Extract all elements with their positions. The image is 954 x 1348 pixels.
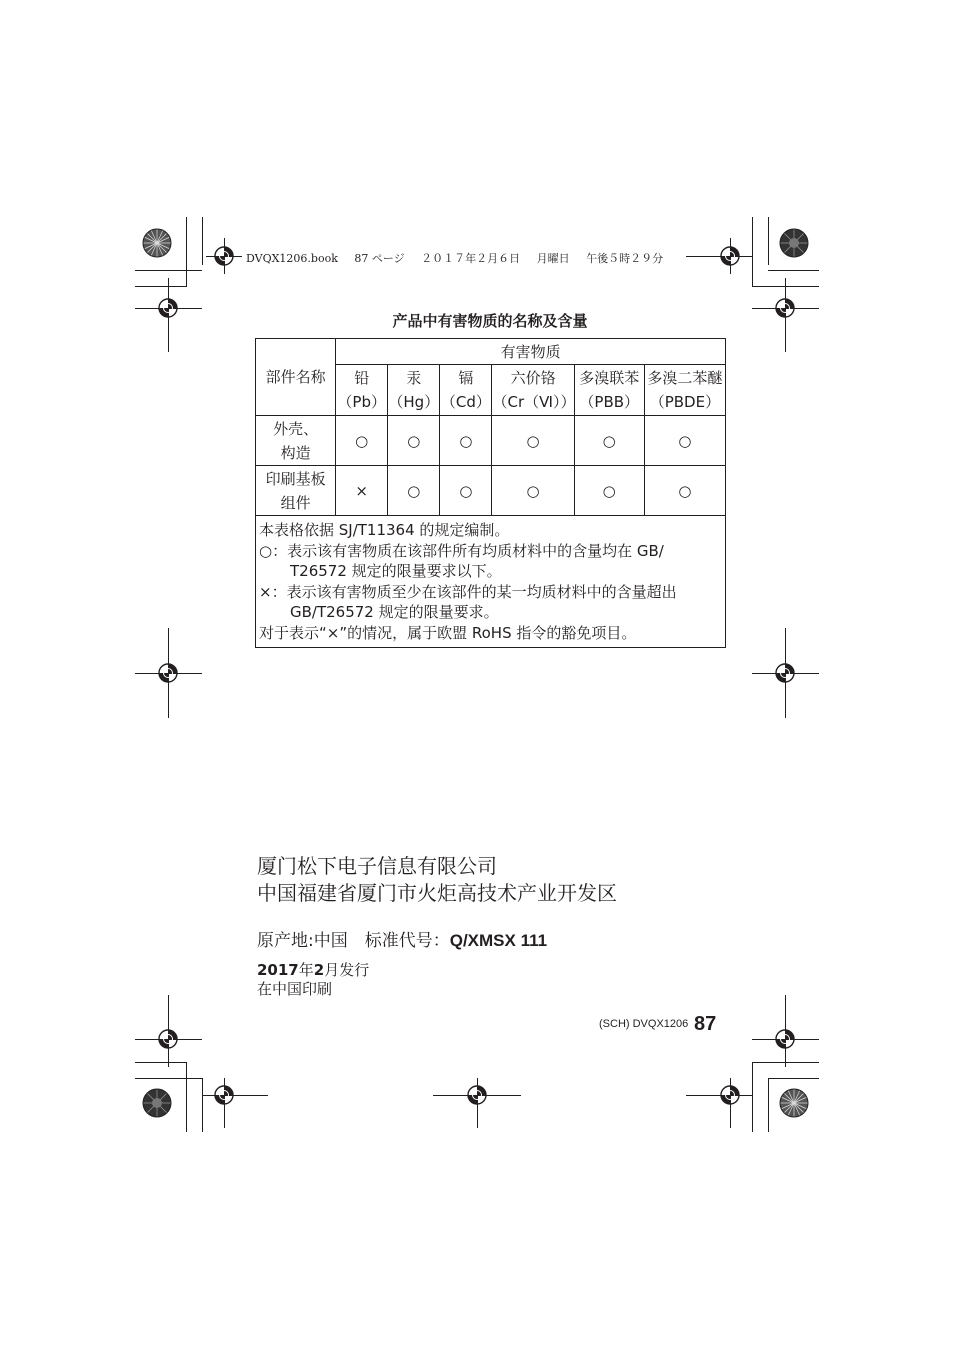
note-circle: ○：表示该有害物质在该部件所有均质材料中的含量均在 GB/ bbox=[259, 541, 664, 560]
registration-target-icon bbox=[150, 290, 186, 326]
company-name: 厦门松下电子信息有限公司 bbox=[257, 854, 497, 878]
table-row bbox=[256, 416, 726, 466]
page-number: 87 bbox=[694, 1013, 717, 1035]
print-header bbox=[246, 250, 676, 266]
substance-header: 铅 （Pb） bbox=[336, 365, 388, 416]
registration-target-icon bbox=[459, 1077, 495, 1113]
issue-year: 2017 bbox=[257, 961, 299, 979]
mark-cell: ○ bbox=[574, 416, 644, 466]
registration-target-icon bbox=[767, 1021, 803, 1057]
mark-cell: × bbox=[336, 466, 388, 516]
mark-cell: ○ bbox=[388, 466, 440, 516]
standard-code: Q/XMSX 111 bbox=[449, 931, 548, 950]
origin-label: 原产地:中国 标准代号： bbox=[257, 931, 450, 951]
header-date: ２０１７年２月６日 bbox=[421, 252, 521, 265]
mark-cell: ○ bbox=[574, 466, 644, 516]
header-file: DVQX1206.book bbox=[246, 252, 338, 265]
color-wheel-icon bbox=[779, 1088, 809, 1118]
note-cross: ×：表示该有害物质至少在该部件的某一均质材料中的含量超出 bbox=[259, 582, 677, 601]
mark-cell: ○ bbox=[644, 466, 725, 516]
registration-target-icon bbox=[150, 655, 186, 691]
substance-header: 多溴二苯醚 （PBDE） bbox=[644, 365, 725, 416]
issue-date: 2017年2月发行 bbox=[257, 961, 370, 979]
mark-cell: ○ bbox=[644, 416, 725, 466]
part-header-cell: 部件名称 bbox=[256, 339, 336, 416]
note-standard: 本表格依据 SJ/T11364 的规定编制。 bbox=[259, 521, 510, 539]
substance-header: 镉 （Cd） bbox=[440, 365, 492, 416]
company-address: 中国福建省厦门市火炬高技术产业开发区 bbox=[257, 881, 617, 905]
hazardous-substance-table bbox=[255, 338, 726, 648]
print-location: 在中国印刷 bbox=[257, 980, 333, 998]
registration-target-icon bbox=[712, 238, 748, 274]
mark-cell: ○ bbox=[440, 466, 492, 516]
mark-cell: ○ bbox=[336, 416, 388, 466]
mark-cell: ○ bbox=[388, 416, 440, 466]
color-wheel-icon bbox=[142, 228, 172, 258]
registration-target-icon bbox=[206, 238, 242, 274]
header-time: 午後５時２９分 bbox=[586, 252, 664, 265]
note-cross-cont: GB/T26572 规定的限量要求。 bbox=[290, 603, 499, 621]
table-row bbox=[256, 466, 726, 516]
part-name-cell: 印刷基板 组件 bbox=[256, 466, 336, 516]
color-wheel-icon bbox=[779, 228, 809, 258]
substance-group-header: 有害物质 bbox=[336, 339, 726, 365]
substance-header: 汞 （Hg） bbox=[388, 365, 440, 416]
note-rohs: 对于表示“×”的情况，属于欧盟 RoHS 指令的豁免项目。 bbox=[259, 623, 637, 642]
part-name-cell: 外壳、 构造 bbox=[256, 416, 336, 466]
header-weekday: 月曜日 bbox=[536, 252, 570, 265]
color-wheel-icon bbox=[142, 1088, 172, 1118]
registration-target-icon bbox=[150, 1021, 186, 1057]
registration-target-icon bbox=[712, 1077, 748, 1113]
registration-target-icon bbox=[206, 1077, 242, 1113]
header-page: 87 ページ bbox=[354, 252, 405, 265]
mark-cell: ○ bbox=[492, 466, 574, 516]
origin-standard bbox=[257, 926, 547, 951]
issue-month: 2 bbox=[313, 961, 325, 979]
mark-cell: ○ bbox=[492, 416, 574, 466]
footer-code: (SCH) DVQX1206 bbox=[599, 1018, 689, 1030]
note-circle-cont: T26572 规定的限量要求以下。 bbox=[290, 562, 502, 580]
table-notes bbox=[256, 516, 726, 648]
substance-header: 六价铬 （Cr（Ⅵ）） bbox=[492, 365, 574, 416]
mark-cell: ○ bbox=[440, 416, 492, 466]
registration-target-icon bbox=[767, 655, 803, 691]
registration-target-icon bbox=[767, 290, 803, 326]
table-title: 产品中有害物质的名称及含量 bbox=[392, 312, 588, 330]
substance-header: 多溴联苯 （PBB） bbox=[574, 365, 644, 416]
